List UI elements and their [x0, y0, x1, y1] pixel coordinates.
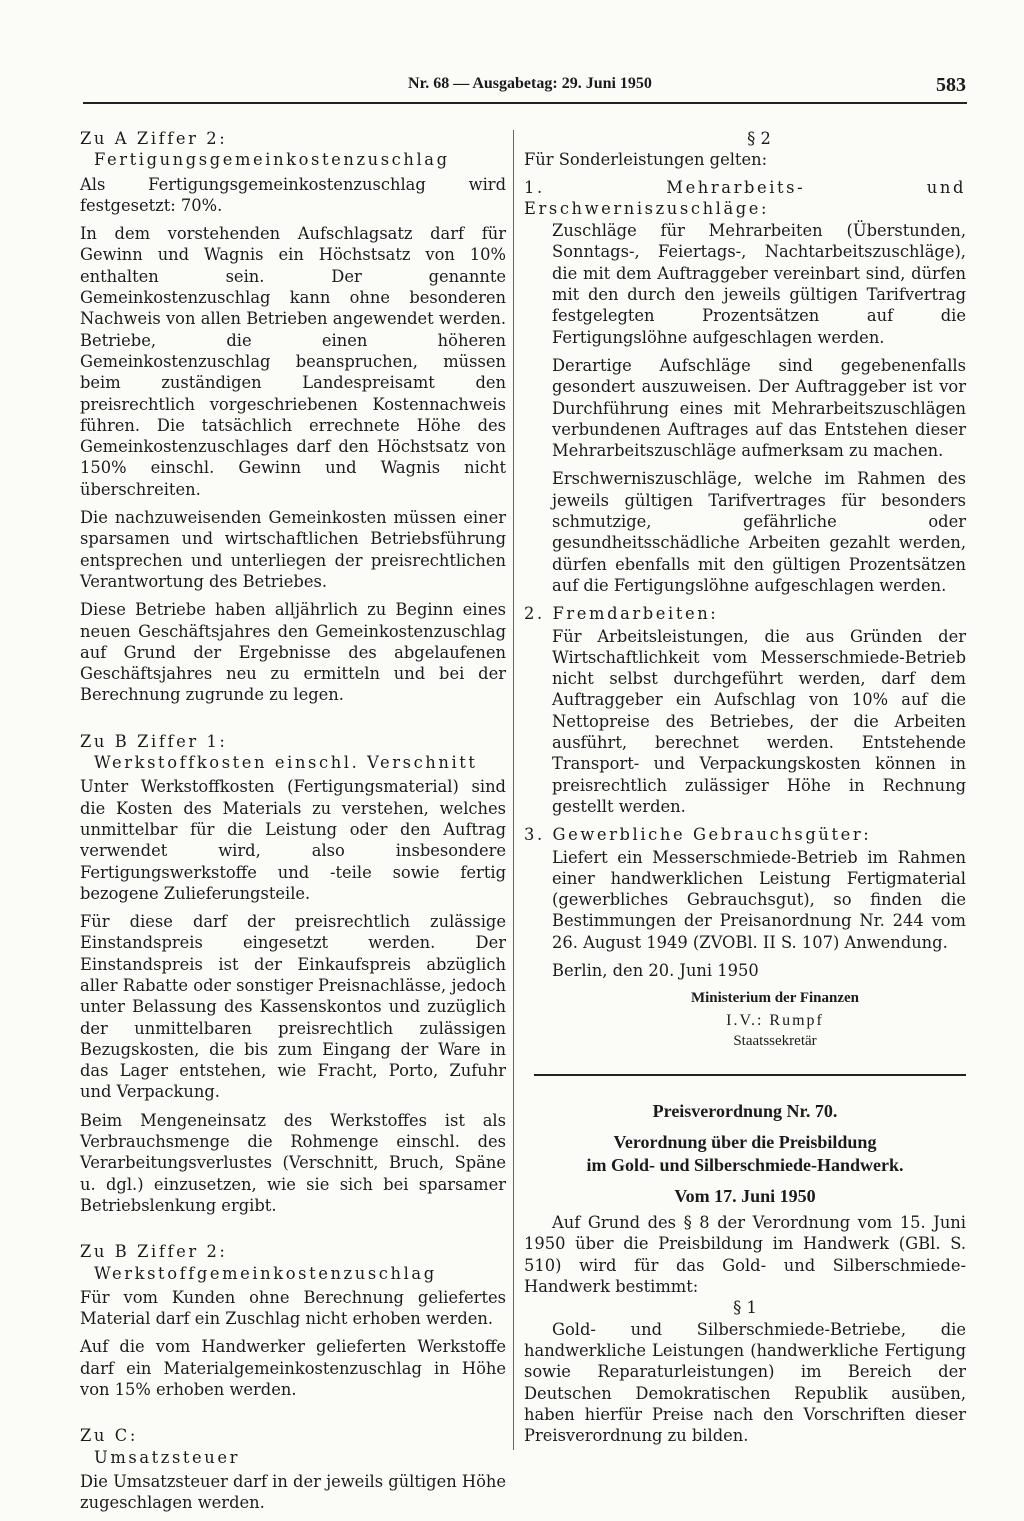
paragraph-sign: § 1	[733, 1298, 757, 1318]
item-title: 3. Gewerbliche Gebrauchsgüter:	[524, 825, 872, 845]
section-subheading: Werkstoffgemeinkostenzuschlag	[94, 1263, 437, 1283]
section-zu-a-ziffer-2	[80, 128, 506, 706]
decree-subtitle-line1: Verordnung über die Preisbildung	[613, 1132, 877, 1153]
signature-ministry: Ministerium der Finanzen	[690, 990, 860, 1007]
paragraph: Die Umsatzsteuer darf in der jeweils gültigen Höhe zugeschlagen werden.	[80, 1471, 506, 1513]
section-heading: Zu C:	[80, 1426, 138, 1446]
paragraph: Zuschläge für Mehrarbeiten (Überstunden, Sonntags-, Feiertags-, Nachtarbeitszuschläge), die mit dem Auftraggeber vereinbart sind, dürfen mit den durch den jeweils gültigen Tarifvertrag festgelegten Prozentsätzen auf die Fertigungslöhne aufgeschlagen werden.	[552, 221, 966, 347]
page-header: Nr. 68 — Ausgabetag: 29. Juni 1950	[408, 75, 652, 92]
paragraph: Die nachzuweisenden Gemeinkosten müssen einer sparsamen und wirtschaftlichen Betriebsführung entsprechen und unterliegen der preisrechtlichen Verantwortung des Betriebes.	[80, 508, 506, 591]
decree-block	[524, 1100, 966, 1446]
header-rule	[83, 102, 967, 104]
item-body	[552, 626, 966, 818]
section-heading: Zu B Ziffer 1:	[80, 731, 228, 751]
section-subheading: Fertigungsgemeinkostenzuschlag	[94, 150, 450, 170]
decree-date: Vom 17. Juni 1950	[674, 1186, 816, 1207]
section-zu-b-ziffer-1	[80, 731, 506, 1217]
section-heading: Zu A Ziffer 2:	[80, 129, 228, 148]
signature-title: Staatssekretär	[733, 1032, 817, 1049]
paragraph: Auf die vom Handwerker gelieferten Werkstoffe darf ein Materialgemeinkostenzuschlag in Höhe von 15% erhoben werden.	[80, 1337, 506, 1400]
paragraph: Für vom Kunden ohne Berechnung geliefertes Material darf ein Zuschlag nicht erhoben werden.	[80, 1287, 506, 1329]
item-title: 1. Mehrarbeits- und Erschwerniszuschläge:	[524, 177, 966, 218]
intro-text: Für Sonderleistungen gelten:	[524, 150, 768, 170]
section-zu-c	[80, 1425, 506, 1513]
decree-intro: Auf Grund des § 8 der Verordnung vom 15. Juni 1950 über die Preisbildung im Handwerk (GBl. S. 510) wird für das Gold- und Silberschmiede-Handwerk bestimmt:	[524, 1213, 966, 1297]
paragraph: Für diese darf der preisrechtlich zulässige Einstandspreis eingesetzt werden. Der Einstandspreis ist der Einkaufspreis abzüglich aller Rabatte oder sonstiger Preisnachlässe, jedoch unter Belassung des Kassenskontos und zuzüglich der unmittelbaren preisrechtlich zulässigen Bezugskosten, die bis zum Eingang der Ware in das Lager entstehen, wie Fracht, Porto, Zufuhr und Verpackung.	[80, 912, 506, 1102]
page-number: 583	[936, 74, 966, 96]
paragraph: Unter Werkstoffkosten (Fertigungsmaterial) sind die Kosten des Materials zu verstehen, welches unmittelbar für die Leistung oder den Auftrag verwendet wird, also insbesondere Fertigungswerkstoffe und -teile sowie fertig bezogene Zulieferungsteile.	[80, 777, 506, 903]
item-body	[552, 220, 966, 596]
place-date: Berlin, den 20. Juni 1950	[552, 960, 759, 980]
paragraph: Liefert ein Messerschmiede-Betrieb im Rahmen einer handwerklichen Leistung Fertigmaterial (gewerbliches Gebrauchsgut), so finden die Bestimmungen der Preisanordnung Nr. 244 vom 26. August 1949 (ZVOBl. II S. 107) Anwendung.	[552, 847, 966, 952]
decree-paragraph: Gold- und Silberschmiede-Betriebe, die handwerkliche Leistungen (handwerkliche Fertigung sowie Reparaturleistungen) im Bereich der Deutschen Demokratischen Republik ausüben, haben hierfür Preise nach den Vorschriften dieser Preisverordnung zu bilden.	[524, 1319, 966, 1446]
right-column	[524, 128, 966, 1446]
section-rule	[534, 1074, 966, 1076]
signature-name: I.V.: Rumpf	[726, 1011, 824, 1029]
paragraph: Für Arbeitsleistungen, die aus Gründen der Wirtschaftlichkeit vom Messerschmiede-Betrieb nicht selbst durchgeführt werden, darf dem Auftraggeber ein Aufschlag von 10% auf die Nettopreise des Betriebes, der die Arbeiten ausführt, berechnet werden. Entstehende Transport- und Verpackungskosten können in preisrechtlich zulässiger Höhe in Rechnung gestellt werden.	[552, 626, 966, 816]
paragraph: Als Fertigungsgemeinkostenzuschlag wird festgesetzt: 70%.	[80, 174, 506, 215]
section-zu-b-ziffer-2	[80, 1241, 506, 1400]
left-column	[80, 128, 506, 1521]
section-subheading: Umsatzsteuer	[94, 1447, 240, 1467]
paragraph-sign: § 2	[747, 129, 771, 148]
section-heading: Zu B Ziffer 2:	[80, 1242, 228, 1262]
paragraph: Diese Betriebe haben alljährlich zu Beginn eines neuen Geschäftsjahres den Gemeinkostenzuschlag auf Grund der Ergebnisse des abgelaufenen Geschäftsjahres neu zu ermitteln und bei der Berechnung zugrunde zu legen.	[80, 600, 506, 705]
signature-block	[584, 988, 966, 1052]
decree-subtitle-line2: im Gold- und Silberschmiede-Handwerk.	[586, 1155, 904, 1176]
column-divider	[513, 130, 514, 1450]
section-subheading: Werkstoffkosten einschl. Verschnitt	[94, 753, 478, 773]
decree-title: Preisverordnung Nr. 70.	[652, 1101, 838, 1122]
paragraph: In dem vorstehenden Aufschlagsatz darf für Gewinn und Wagnis ein Höchstsatz von 10% enthalten sein. Der genannte Gemeinkostenzuschlag kann ohne besonderen Nachweis von allen Betrieben angewendet werden. Betriebe, die einen höheren Gemeinkostenzuschlag beanspruchen, müssen beim zuständigen Landespreisamt den preisrechtlich vorgeschriebenen Kostennachweis führen. Die tatsächlich errechnete Höhe des Gemeinkostenzuschlages darf den Höchstsatz von 150% einschl. Gewinn und Wagnis nicht überschreiten.	[80, 224, 506, 499]
paragraph: Derartige Aufschläge sind gegebenenfalls gesondert auszuweisen. Der Auftraggeber ist vor Durchführung eines mit Mehrarbeitszuschlägen verbundenen Auftrages auf das Entstehen dieser Mehrarbeitszuschläge aufmerksam zu machen.	[552, 355, 966, 461]
item-title: 2. Fremdarbeiten:	[524, 604, 719, 624]
paragraph: Beim Mengeneinsatz des Werkstoffes ist als Verbrauchsmenge die Rohmenge einschl. des Verarbeitungsverlustes (Verschnitt, Bruch, Späne u. dgl.) einzusetzen, wie sie sich bei sparsamer Betriebslenkung ergibt.	[80, 1110, 506, 1215]
item-body	[552, 847, 966, 982]
paragraph: Erschwerniszuschläge, welche im Rahmen des jeweils gültigen Tarifvertrages für besonders schmutzige, gefährliche oder gesundheitsschädliche Arbeiten gezahlt werden, dürfen ebenfalls mit den gültigen Prozentsätzen auf die Fertigungslöhne aufgeschlagen werden.	[552, 469, 966, 595]
